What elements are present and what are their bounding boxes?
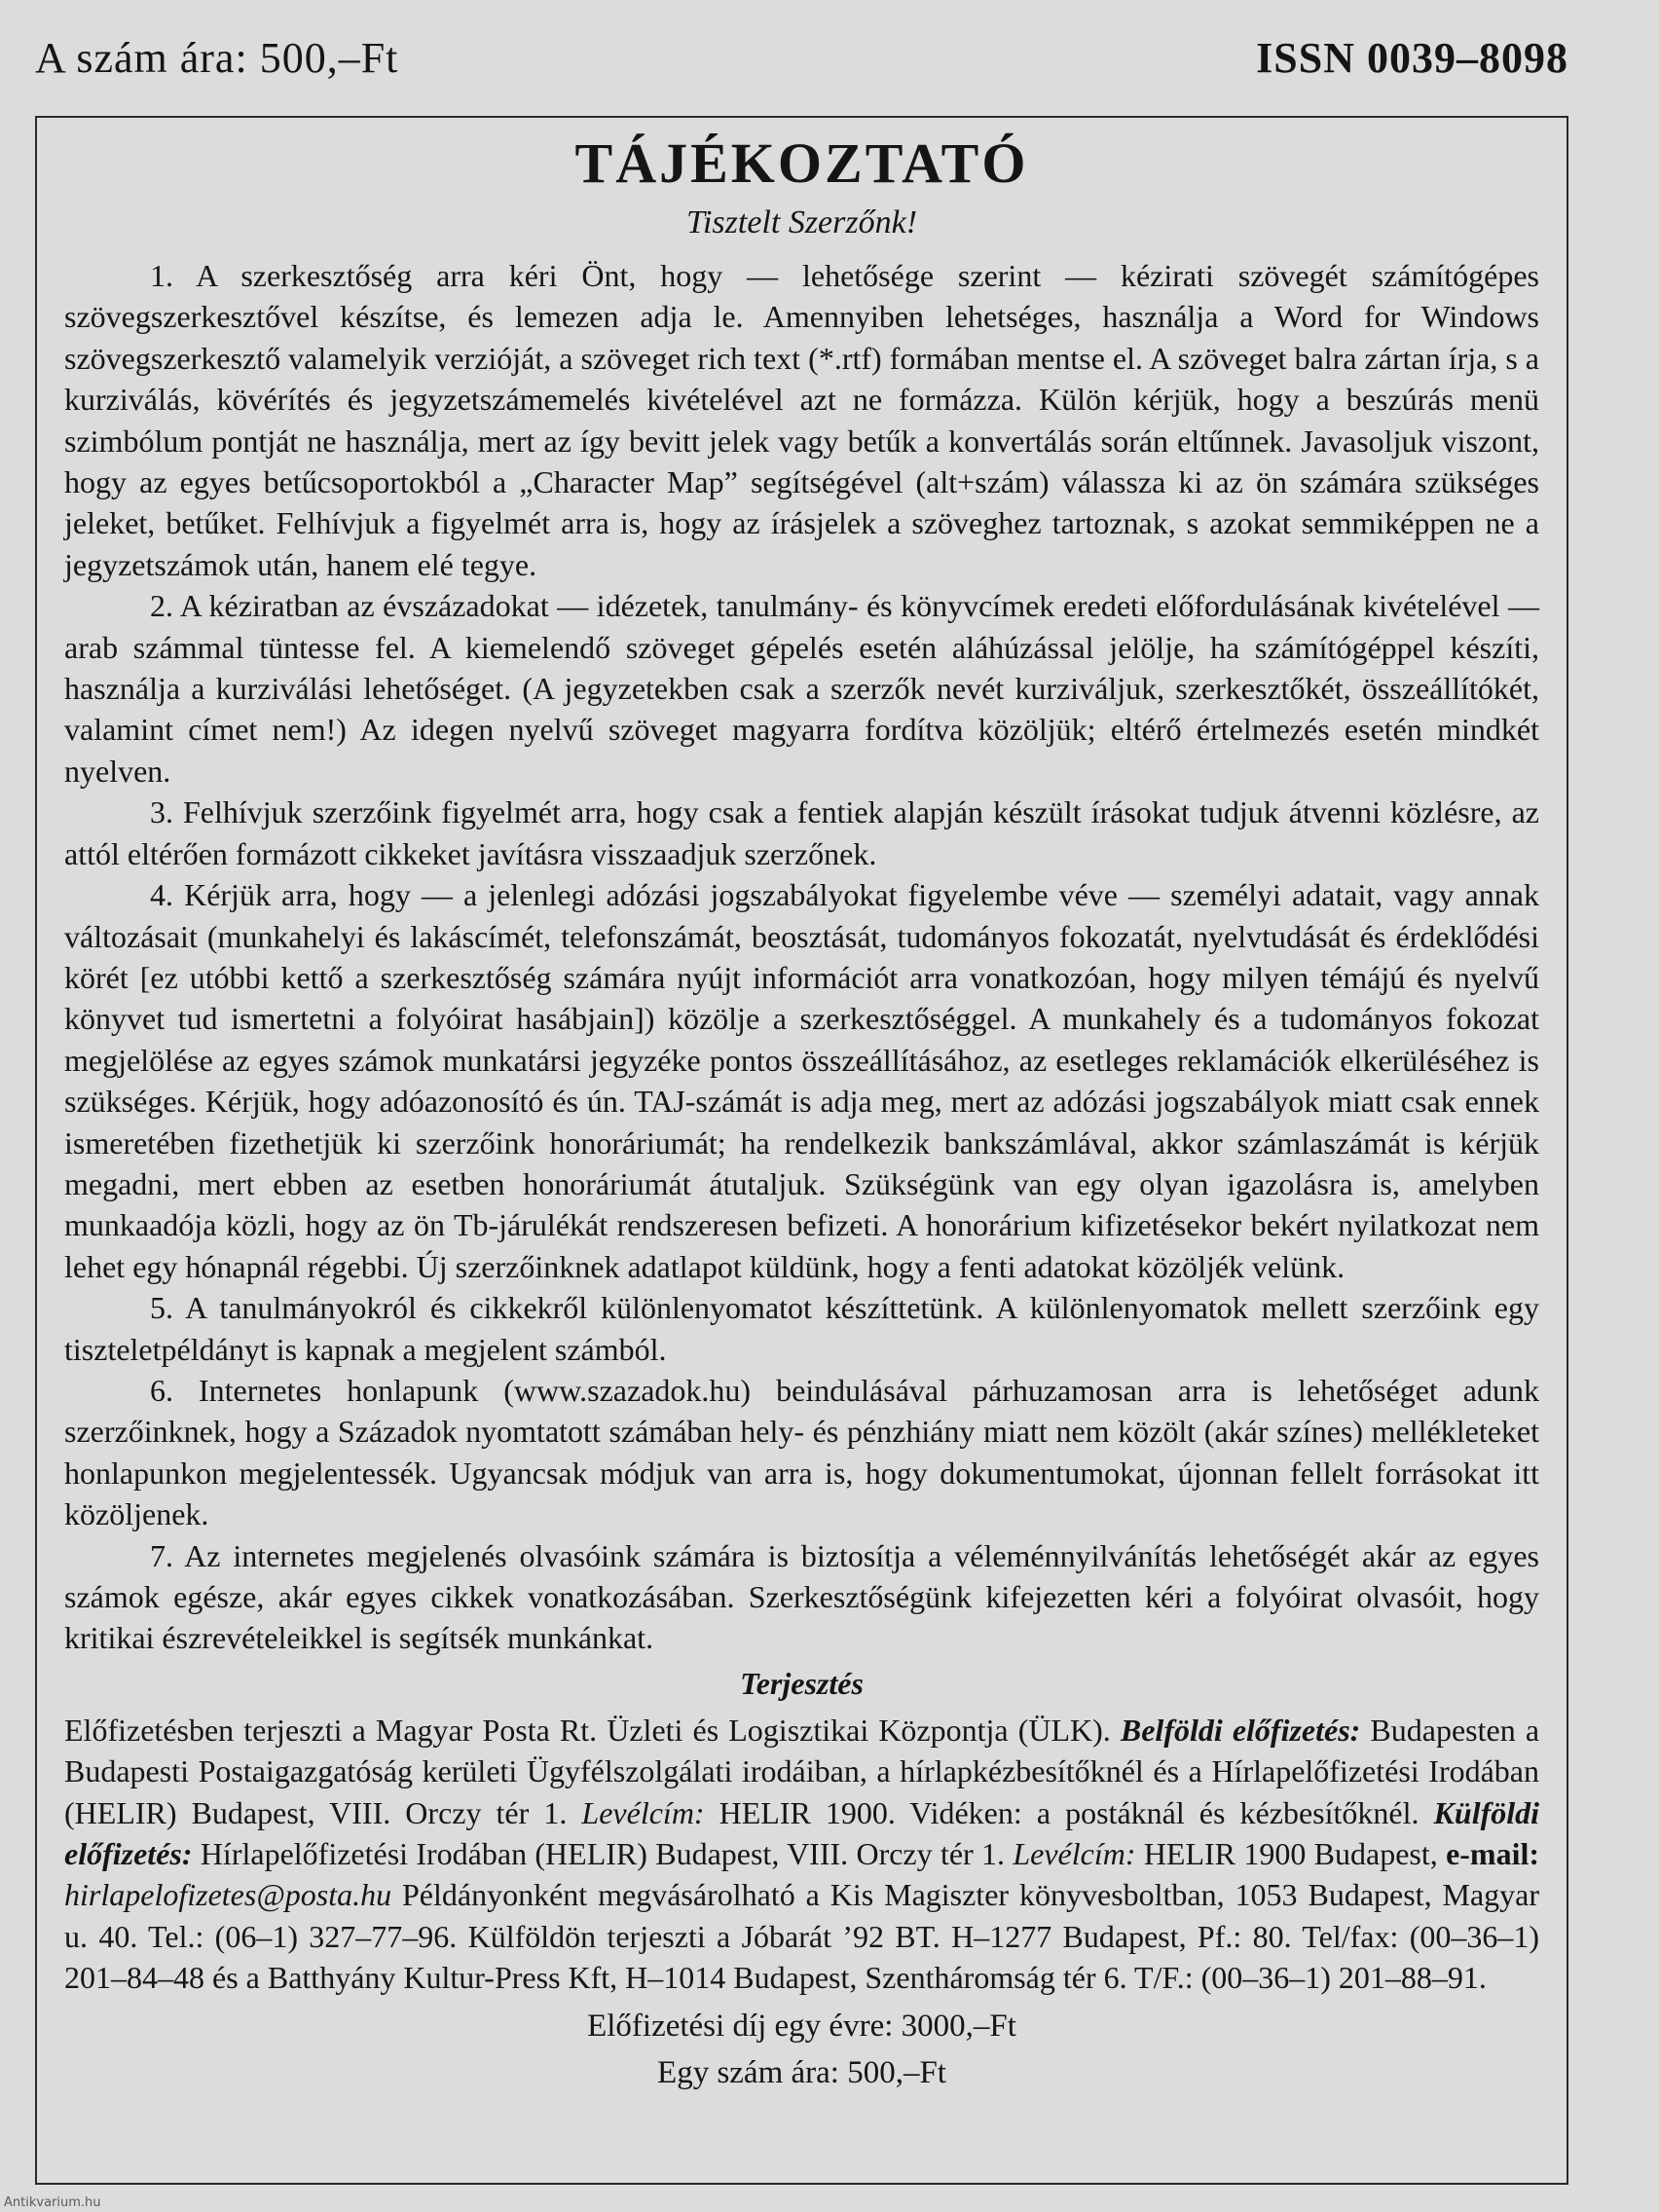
notice-title: TÁJÉKOZTATÓ: [574, 131, 1029, 195]
paragraph-2: 2. A kéziratban az évszázadokat — idézetek, tanulmány- és könyvcímek eredeti előfordulásának kivételével — arab számmal tüntesse fel. A kiemelendő szöveget gépelés esetén aláhúzással jelölje, ha számítógéppel készíti, használja a kurziválási lehetőséget. (A jegyzetekben csak a szerzők nevét kurziváljuk, szerkesztőkét, összeállítókét, valamint címet nem!) Az idegen nyelvű szöveget magyarra fordítva közöljük; eltérő értelmezés esetén mindkét nyelven.: [64, 588, 1539, 789]
dist-text-4: Hírlapelőfizetési Irodában (HELIR) Budapest, VIII. Orczy tér 1.: [192, 1836, 1014, 1872]
email-address: hirlapelofizetes@posta.hu: [64, 1877, 392, 1913]
paragraph-5: 5. A tanulmányokról és cikkekről különlenyomatot készíttetünk. A különlenyomatok mellett szerzőink egy tiszteletpéldányt is kapnak a megjelent számból.: [64, 1290, 1539, 1367]
distribution-title: Terjesztés: [740, 1665, 864, 1701]
mail-address-label-1: Levélcím:: [581, 1794, 705, 1830]
dist-text-6: Példányonként megvásárolható a Kis Magiszter könyvesboltban, 1053 Budapest, Magyar u. 40. Tel.: (06–1) 327–77–96. Külföldön terjeszti a Jóbarát ’92 BT. H–1277 Budapest, Pf.: 80. Tel/fax: (00–36–1) 201–84–48 és a Batthyány Kultur-Press Kft, H–1014 Budapest, Szentháromság tér 6. T/F.: (00–36–1) 201–88–91.: [64, 1877, 1539, 1996]
single-issue-price: Egy szám ára: 500,–Ft: [657, 2054, 946, 2090]
header-price: A szám ára: 500,–Ft: [35, 34, 399, 82]
paragraph-6: 6. Internetes honlapunk (www.szazadok.hu) beindulásával párhuzamosan arra is lehetőséget adunk szerzőinknek, hogy a Századok nyomtatott számában hely- és pénzhiány miatt nem közölt (akár színes) mellékleteket honlapunkon megjelentessék. Ugyancsak módjuk van arra is, hogy dokumentumokat, újonnan fellelt forrásokat itt közöljenek.: [64, 1372, 1539, 1532]
domestic-subscription-label: Belföldi előfizetés:: [1120, 1712, 1361, 1748]
notice-content: [64, 125, 1539, 2096]
email-label: e-mail:: [1446, 1836, 1540, 1872]
dist-text-1: Előfizetésben terjeszti a Magyar Posta Rt. Üzleti és Logisztikai Központja (ÜLK).: [64, 1712, 1121, 1748]
foreign-subscription-label: Külföldi előfizetés:: [64, 1794, 1540, 1872]
dist-text-2: Budapesten a Budapesti Postaigazgatóság kerületi Ügyfélszolgálati irodáiban, a hírlapkézbesítőknél és a Hírlapelőfizetési Irodában (HELIR) Budapest, VIII. Orczy tér 1.: [64, 1712, 1540, 1830]
header-issn: ISSN 0039–8098: [1256, 34, 1568, 82]
watermark: Antikvarium.hu: [4, 2195, 101, 2210]
mail-address-label-2: Levélcím:: [1013, 1836, 1136, 1872]
paragraph-3: 3. Felhívjuk szerzőink figyelmét arra, hogy csak a fentiek alapján készült írásokat tudjuk átvenni közlésre, az attól eltérően formázott cikkeket javításra visszaadjuk szerzőnek.: [64, 794, 1539, 871]
distribution-text: [64, 1710, 1539, 1999]
dist-text-5: HELIR 1900 Budapest,: [1135, 1836, 1447, 1872]
paragraph-4: 4. Kérjük arra, hogy — a jelenlegi adózási jogszabályokat figyelembe véve — személyi adatait, vagy annak változásait (munkahelyi és lakáscímét, telefonszámát, beosztását, tudományos fokozatát, nyelvtudását és érdeklődési körét [ez utóbbi kettő a szerkesztőség számára nyújt információt arra vonatkozóan, hogy milyen témájú és nyelvű könyvet tud ismertetni a folyóirat hasábjain]) közölje a szerkesztőséggel. A munkahely és a tudományos fokozat megjelölése az egyes számok munkatársi jegyzéke pontos összeállításához, az esetleges reklamációk elkerüléséhez is szükséges. Kérjük, hogy adóazonosító és ún. TAJ-számát is adja meg, mert az adózási jogszabályok miatt csak ennek ismeretében fizethetjük ki szerzőink honoráriumát; ha rendelkezik bankszámlával, akkor számlaszámát is kérjük megadni, mert ebben az esetben honoráriumát átutaljuk. Szükségünk van egy olyan igazolásra is, amelyben munkaadója közli, hogy az ön Tb-járulékát rendszeresen befizeti. A honorárium kifizetésekor bekért nyilatkozat nem lehet egy hónapnál régebbi. Új szerzőinknek adatlapot küldünk, hogy a fenti adatokat közöljék velünk.: [64, 877, 1539, 1284]
salutation: Tisztelt Szerzőnk!: [685, 204, 918, 240]
annual-fee: Előfizetési díj egy évre: 3000,–Ft: [587, 2008, 1016, 2044]
dist-text-3: HELIR 1900. Vidéken: a postáknál és kézbesítőknél.: [704, 1794, 1434, 1830]
paragraph-1: 1. A szerkesztőség arra kéri Önt, hogy — lehetősége szerint — kézirati szövegét számítógépes szövegszerkesztővel készítse, és lemezen adja le. Amennyiben lehetséges, használja a Word for Windows szövegszerkesztő valamelyik verzióját, a szöveget rich text (*.rtf) formában mentse el. A szöveget balra zártan írja, s a kurziválás, kövérítés és jegyzetszámemelés kivételével azt ne formázza. Külön kérjük, hogy a beszúrás menü szimbólum pontját ne használja, mert az így bevitt jelek vagy betűk a konvertálás során eltűnnek. Javasoljuk viszont, hogy az egyes betűcsoportokból a „Character Map” segítségével (alt+szám) válassza ki az ön számára szükséges jeleket, betűket. Felhívjuk a figyelmét arra is, hogy az írásjelek a szöveghez tartoznak, s azokat semmiképpen ne a jegyzetszámok után, hanem elé tegye.: [64, 258, 1539, 582]
paragraph-7: 7. Az internetes megjelenés olvasóink számára is biztosítja a véleménnyilvánítás lehetőségét akár az egyes számok egésze, akár egyes cikkek vonatkozásában. Szerkesztőségünk kifejezetten kéri a folyóirat olvasóit, hogy kritikai észrevételeikkel is segítsék munkánkat.: [64, 1537, 1539, 1656]
